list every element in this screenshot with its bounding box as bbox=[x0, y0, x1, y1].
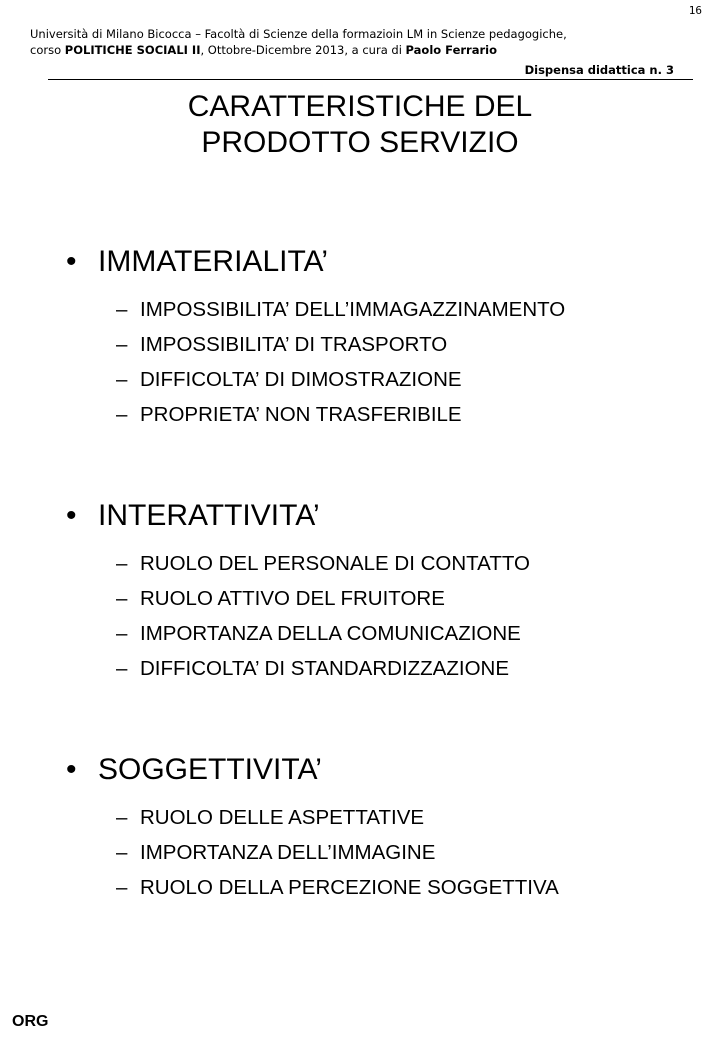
list-item-text: DIFFICOLTA’ DI DIMOSTRAZIONE bbox=[140, 368, 462, 391]
list-item bbox=[66, 835, 559, 870]
list-item-text: RUOLO DELLE ASPETTATIVE bbox=[140, 806, 425, 829]
header-prefix: corso bbox=[30, 43, 65, 57]
course-name: POLITICHE SOCIALI II bbox=[64, 43, 201, 57]
header-line-2 bbox=[30, 42, 680, 58]
dash-icon: – bbox=[116, 587, 128, 610]
list-item bbox=[66, 616, 530, 651]
list-item-text: RUOLO DEL PERSONALE DI CONTATTO bbox=[140, 552, 530, 575]
section-heading-text: IMMATERIALITA’ bbox=[98, 245, 329, 278]
section-interattivita bbox=[66, 499, 530, 686]
section-heading-text: INTERATTIVITA’ bbox=[98, 499, 320, 532]
dash-icon: – bbox=[116, 368, 128, 391]
section-heading bbox=[66, 499, 530, 533]
dash-icon: – bbox=[116, 876, 128, 899]
list-item bbox=[66, 327, 565, 362]
bullet-icon: • bbox=[66, 753, 77, 786]
list-item bbox=[66, 870, 559, 905]
title-line-2: PRODOTTO SERVIZIO bbox=[201, 126, 519, 159]
section-heading bbox=[66, 753, 559, 787]
section-soggettivita bbox=[66, 753, 559, 905]
list-item bbox=[66, 546, 530, 581]
dash-icon: – bbox=[116, 298, 128, 321]
list-item-text: IMPORTANZA DELLA COMUNICAZIONE bbox=[140, 622, 521, 645]
list-item bbox=[66, 581, 530, 616]
dash-icon: – bbox=[116, 806, 128, 829]
list-item bbox=[66, 397, 565, 432]
page-number: 16 bbox=[688, 4, 702, 17]
list-item bbox=[66, 362, 565, 397]
dash-icon: – bbox=[116, 841, 128, 864]
list-item-text: IMPOSSIBILITA’ DI TRASPORTO bbox=[140, 333, 448, 356]
list-item bbox=[66, 651, 530, 686]
dash-icon: – bbox=[116, 333, 128, 356]
sub-list bbox=[66, 800, 559, 905]
dash-icon: – bbox=[116, 552, 128, 575]
header-middle: , Ottobre-Dicembre 2013, a cura di bbox=[200, 43, 406, 57]
header-divider bbox=[48, 79, 693, 80]
list-item-text: PROPRIETA’ NON TRASFERIBILE bbox=[140, 403, 462, 426]
bullet-icon: • bbox=[66, 245, 77, 278]
bullet-icon: • bbox=[66, 499, 77, 532]
dash-icon: – bbox=[116, 403, 128, 426]
dispensa-label: Dispensa didattica n. 3 bbox=[524, 63, 674, 77]
document-header bbox=[30, 26, 680, 58]
list-item-text: IMPOSSIBILITA’ DELL’IMMAGAZZINAMENTO bbox=[140, 298, 566, 321]
header-line-1: Università di Milano Bicocca – Facoltà di Scienze della formazioin LM in Scienze pedagogiche, bbox=[30, 27, 567, 41]
list-item-text: RUOLO ATTIVO DEL FRUITORE bbox=[140, 587, 445, 610]
list-item-text: IMPORTANZA DELL’IMMAGINE bbox=[140, 841, 436, 864]
list-item-text: DIFFICOLTA’ DI STANDARDIZZAZIONE bbox=[140, 657, 509, 680]
author-name: Paolo Ferrario bbox=[405, 43, 497, 57]
sub-list bbox=[66, 546, 530, 686]
section-heading-text: SOGGETTIVITA’ bbox=[98, 753, 322, 786]
list-item bbox=[66, 800, 559, 835]
section-immaterialita bbox=[66, 245, 565, 432]
list-item-text: RUOLO DELLA PERCEZIONE SOGGETTIVA bbox=[140, 876, 559, 899]
title-line-1: CARATTERISTICHE DEL bbox=[187, 90, 533, 123]
page-title bbox=[110, 89, 610, 161]
dash-icon: – bbox=[116, 657, 128, 680]
footer-label: ORG bbox=[12, 1013, 49, 1030]
section-heading bbox=[66, 245, 565, 279]
dash-icon: – bbox=[116, 622, 128, 645]
sub-list bbox=[66, 292, 565, 432]
list-item bbox=[66, 292, 565, 327]
